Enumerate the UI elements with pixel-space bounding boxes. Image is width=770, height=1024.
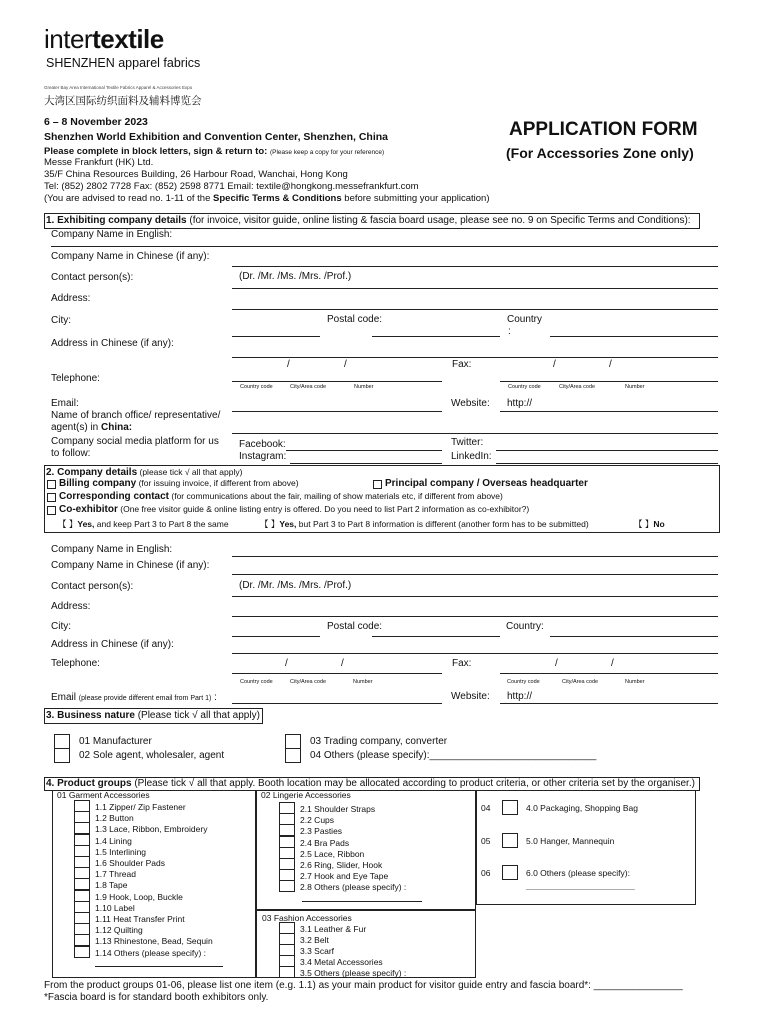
s2-title-options: (Dr. /Mr. /Ms. /Mrs. /Prof.)	[239, 580, 352, 591]
group-04-label: 4.0 Packaging, Shopping Bag	[526, 803, 639, 813]
billing-checkbox[interactable]	[47, 480, 56, 489]
g01_items-item-checkbox[interactable]	[74, 867, 90, 879]
section3-title: 3. Business nature (Please tick √ all that apply)	[46, 710, 260, 721]
g02_items-item-checkbox[interactable]	[279, 802, 295, 814]
s1-tel-field[interactable]	[232, 381, 442, 382]
s1-tel-slash-1: /	[287, 359, 290, 370]
g03_items-item-label: 3.1 Leather & Fur	[300, 924, 367, 934]
g03_items-item-checkbox[interactable]	[279, 966, 295, 978]
g01_items-item-checkbox[interactable]	[74, 845, 90, 857]
g01_items-item-label: 1.13 Rhinestone, Bead, Sequin	[95, 936, 213, 947]
return-instruction: Please complete in block letters, sign & return to: (Please keep a copy for your reference)	[44, 146, 385, 157]
s1-address-label: Address:	[51, 293, 91, 304]
g01_items-item-checkbox[interactable]	[74, 811, 90, 823]
logo-textile: textile	[92, 24, 164, 54]
s2-tel-country-code: Country code	[240, 679, 273, 685]
g02_items-item-label: 2.4 Bra Pads	[300, 837, 350, 848]
g01_items-item-checkbox[interactable]	[74, 901, 90, 913]
s2-email-field[interactable]	[232, 703, 442, 704]
g01_items-item-label: 1.1 Zipper/ Zip Fastener	[95, 802, 186, 812]
s1-postal-label: Postal code:	[327, 314, 383, 325]
s1-fax-slash-1: /	[553, 359, 556, 370]
g01_items-item-checkbox[interactable]	[74, 890, 90, 902]
g01_items-item-label: 1.10 Label	[95, 902, 135, 913]
s2-fax-slash-1: /	[555, 658, 558, 669]
g01_items-item-checkbox[interactable]	[74, 834, 90, 846]
g01_items-item-checkbox[interactable]	[74, 822, 90, 834]
s1-branch-label-2: agent(s) in China:	[51, 422, 133, 433]
terms-advice: (You are advised to read no. 1-11 of the Specific Terms & Conditions before submitting your application)	[44, 193, 490, 204]
g01_items-item-label: 1.2 Button	[95, 813, 134, 824]
s1-address-field[interactable]	[232, 309, 718, 310]
s2-fax-field[interactable]	[500, 673, 718, 674]
g01_items-item-checkbox[interactable]	[74, 856, 90, 868]
s2-name-cn-label: Company Name in Chinese (if any):	[51, 560, 210, 571]
g01_items-item-label: 1.7 Thread	[95, 869, 136, 880]
g02_items-item-checkbox[interactable]	[279, 836, 295, 848]
group-02-others-line[interactable]	[302, 901, 422, 902]
event-venue: Shenzhen World Exhibition and Convention Center, Shenzhen, China	[44, 131, 388, 143]
g02_items-item-label: 2.2 Cups	[300, 815, 335, 826]
s1-twitter-field[interactable]	[496, 450, 718, 451]
s1-fax-area-code: City/Area code	[559, 384, 596, 390]
group-04-checkbox[interactable]	[502, 800, 518, 815]
s1-instagram-label: Instagram:	[239, 451, 287, 462]
event-date: 6 – 8 November 2023	[44, 116, 148, 128]
s1-tel-area-code: City/Area code	[290, 384, 327, 390]
main-product-instruction: From the product groups 01-06, please list one item (e.g. 1.1) as your main product for visitor guide entry and fascia board*: ________________	[44, 980, 683, 991]
s1-fax-field[interactable]	[500, 381, 718, 382]
g01_items-item-label: 1.3 Lace, Ribbon, Embroidery	[95, 824, 208, 835]
group-05-label: 5.0 Hanger, Mannequin	[526, 836, 615, 846]
g02_items-item-label: 2.1 Shoulder Straps	[300, 804, 376, 814]
s2-website-http: http://	[507, 691, 533, 702]
s2-tel-slash-2: /	[341, 658, 344, 669]
s1-postal-field[interactable]	[372, 336, 500, 337]
s1-country-label: Country	[507, 314, 543, 325]
s1-city-field[interactable]	[232, 336, 320, 337]
s2-address-cn-label: Address in Chinese (if any):	[51, 639, 174, 650]
s2-tel-field[interactable]	[232, 673, 442, 674]
s2-fax-label: Fax:	[452, 658, 472, 669]
s1-name-en-field[interactable]	[51, 246, 718, 247]
g02_items-item-checkbox[interactable]	[279, 858, 295, 870]
logo-chinese: 大湾区国际纺织面料及辅料博览会	[44, 95, 202, 107]
g01_items-item-label: 1.14 Others (please specify) :	[95, 947, 207, 958]
s1-social-label-2: to follow:	[51, 448, 91, 459]
g02_items-item-label: 2.7 Hook and Eye Tape	[300, 871, 389, 882]
form-title: APPLICATION FORM	[509, 119, 698, 140]
nature-01-label: 01 Manufacturer	[79, 736, 152, 747]
s2-contact-field[interactable]	[232, 596, 718, 597]
s2-website-label: Website:	[451, 691, 490, 702]
g02_items-item-checkbox[interactable]	[279, 824, 295, 836]
s2-tel-number: Number	[353, 679, 373, 685]
section4-title: 4. Product groups (Please tick √ all that apply. Booth location may be allocated according to product criteria, or other criteria set by the organiser.)	[46, 778, 695, 789]
s1-linkedin-label: LinkedIn:	[451, 451, 492, 462]
s1-fax-number: Number	[625, 384, 645, 390]
s2-country-label: Country:	[506, 621, 544, 632]
g01_items-item-checkbox[interactable]	[74, 800, 90, 812]
s1-city-label: City:	[51, 315, 71, 326]
s1-branch-field[interactable]	[232, 433, 718, 434]
s1-name-cn-label: Company Name in Chinese (if any):	[51, 251, 210, 262]
s1-fax-slash-2: /	[609, 359, 612, 370]
s1-telephone-label: Telephone:	[51, 373, 100, 384]
s1-name-cn-field[interactable]	[232, 266, 718, 267]
g01_items-item-checkbox[interactable]	[74, 923, 90, 935]
billing-label: Billing company (for issuing invoice, if different from above)	[59, 478, 299, 489]
s2-city-label: City:	[51, 621, 71, 632]
s2-address-field[interactable]	[232, 616, 718, 617]
g03_items-item-label: 3.4 Metal Accessories	[300, 957, 383, 967]
principal-label: Principal company / Overseas headquarter	[385, 478, 588, 489]
s1-country-field[interactable]	[550, 336, 718, 337]
nature-03-checkbox[interactable]	[285, 734, 301, 749]
s1-linkedin-field[interactable]	[496, 463, 718, 464]
corresponding-label: Corresponding contact (for communications about the fair, mailing of show materials etc, if different from above)	[59, 491, 503, 502]
g03_items-item-label: 3.2 Belt	[300, 935, 329, 945]
group-05-checkbox[interactable]	[502, 833, 518, 848]
logo-subtitle: SHENZHEN apparel fabrics	[46, 56, 201, 70]
section1-title: 1. Exhibiting company details (for invoice, visitor guide, online listing & fascia board usage, please see no. 9 on Specific Terms and Conditions):	[46, 215, 691, 226]
coexhibitor-yes-same[interactable]: 【 】Yes, and keep Part 3 to Part 8 the same	[58, 519, 229, 529]
g02_items-item-label: 2.6 Ring, Slider, Hook	[300, 860, 383, 870]
s1-tel-country-code: Country code	[240, 384, 273, 390]
s2-tel-area-code: City/Area code	[290, 679, 327, 685]
g01_items-item-label: 1.5 Interlining	[95, 846, 147, 857]
g01_items-item-label: 1.9 Hook, Loop, Buckle	[95, 891, 183, 902]
s1-country-colon: :	[508, 326, 511, 337]
g03_items-item-label: 3.3 Scarf	[300, 946, 335, 956]
s2-postal-field[interactable]	[372, 636, 500, 637]
group-03-title: 03 Fashion Accessories	[262, 913, 352, 923]
nature-02-label: 02 Sole agent, wholesaler, agent	[79, 750, 225, 761]
s1-address-cn-label: Address in Chinese (if any):	[51, 338, 174, 349]
principal-checkbox[interactable]	[373, 480, 382, 489]
nature-03-label: 03 Trading company, converter	[310, 736, 448, 747]
g01_items-item-label: 1.6 Shoulder Pads	[95, 858, 165, 868]
s2-fax-slash-2: /	[611, 658, 614, 669]
s1-address-cn-field[interactable]	[232, 357, 718, 358]
g02_items-item-label: 2.5 Lace, Ribbon	[300, 848, 365, 859]
s1-title-options: (Dr. /Mr. /Ms. /Mrs. /Prof.)	[239, 271, 352, 282]
logo-tagline: Greater Bay Area International Textile Fabrics Apparel & Accessories Expo	[44, 85, 193, 90]
fascia-note: *Fascia board is for standard booth exhibitors only.	[44, 992, 269, 1003]
s1-tel-number: Number	[354, 384, 374, 390]
form-subtitle: (For Accessories Zone only)	[506, 145, 694, 161]
s2-address-label: Address:	[51, 601, 91, 612]
g01_items-item-label: 1.4 Lining	[95, 835, 132, 846]
s1-facebook-field[interactable]	[286, 450, 442, 451]
g01_items-item-label: 1.8 Tape	[95, 880, 128, 891]
group-06-label: 6.0 Others (please specify):	[526, 868, 630, 878]
s1-website-label: Website:	[451, 398, 490, 409]
logo-wordmark	[44, 24, 164, 55]
organiser-address: 35/F China Resources Building, 26 Harbour Road, Wanchai, Hong Kong	[44, 169, 348, 180]
s2-tel-slash-1: /	[285, 658, 288, 669]
coexhibitor-no[interactable]: 【 】No	[634, 519, 665, 529]
s2-fax-area-code: City/Area code	[562, 679, 599, 685]
s1-fax-label: Fax:	[452, 359, 472, 370]
s2-telephone-label: Telephone:	[51, 658, 100, 669]
g02_items-item-checkbox[interactable]	[279, 880, 295, 892]
organiser-name: Messe Frankfurt (HK) Ltd.	[44, 157, 154, 168]
s1-tel-slash-2: /	[344, 359, 347, 370]
s1-fax-country-code: Country code	[508, 384, 541, 390]
s1-email-label: Email:	[51, 398, 79, 409]
group-06-others-line[interactable]: _______________________	[526, 880, 635, 890]
group-01-title: 01 Garment Accessories	[57, 790, 150, 800]
g02_items-item-label: 2.8 Others (please specify) :	[300, 882, 407, 893]
s1-contact-field[interactable]	[232, 288, 718, 289]
nature-04-checkbox[interactable]	[285, 748, 301, 763]
group-05-number: 05	[481, 836, 491, 846]
coexhibitor-yes-different[interactable]: 【 】Yes, but Part 3 to Part 8 information is different (another form has to be submitted)	[260, 519, 589, 529]
s1-instagram-field[interactable]	[290, 463, 442, 464]
s2-fax-country-code: Country code	[507, 679, 540, 685]
s1-social-label-1: Company social media platform for us	[51, 436, 219, 447]
s2-country-field[interactable]	[550, 636, 718, 637]
s2-email-label: Email (please provide different email from Part 1) :	[51, 692, 217, 703]
s2-name-en-field[interactable]	[232, 556, 718, 557]
s1-twitter-label: Twitter:	[451, 437, 484, 448]
s2-name-cn-field[interactable]	[232, 574, 718, 575]
g01_items-item-checkbox[interactable]	[74, 912, 90, 924]
g02_items-item-checkbox[interactable]	[279, 869, 295, 881]
logo-inter: inter	[44, 24, 93, 54]
s2-postal-label: Postal code:	[327, 621, 383, 632]
s2-contact-label: Contact person(s):	[51, 581, 134, 592]
group-06-number: 06	[481, 868, 491, 878]
g01_items-item-checkbox[interactable]	[74, 934, 90, 946]
g02_items-item-label: 2.3 Pasties	[300, 826, 343, 837]
group-04-number: 04	[481, 803, 491, 813]
coexhibitor-checkbox[interactable]	[47, 506, 56, 515]
nature-02-checkbox[interactable]	[54, 748, 70, 763]
s2-website-field[interactable]	[500, 703, 718, 704]
organiser-contacts: Tel: (852) 2802 7728 Fax: (852) 2598 8771 Email: textile@hongkong.messefrankfurt.com	[44, 181, 419, 192]
s2-address-cn-field[interactable]	[232, 653, 718, 654]
g01_items-item-checkbox[interactable]	[74, 946, 90, 958]
corresponding-checkbox[interactable]	[47, 493, 56, 502]
g02_items-item-checkbox[interactable]	[279, 813, 295, 825]
g01_items-item-label: 1.11 Heat Transfer Print	[95, 914, 185, 924]
s1-branch-label-1: Name of branch office/ representative/	[51, 410, 221, 421]
s1-website-http: http://	[507, 398, 533, 409]
s1-website-field[interactable]	[500, 411, 718, 412]
s1-facebook-label: Facebook:	[239, 439, 286, 450]
g01_items-item-label: 1.12 Quilting	[95, 925, 143, 936]
nature-01-checkbox[interactable]	[54, 734, 70, 749]
s1-name-en-label: Company Name in English:	[51, 229, 173, 240]
s2-city-field[interactable]	[232, 636, 320, 637]
s1-email-field[interactable]	[232, 411, 442, 412]
nature-04-label: 04 Others (please specify):______________________________	[310, 750, 597, 761]
g01_items-item-checkbox[interactable]	[74, 878, 90, 890]
s2-fax-number: Number	[625, 679, 645, 685]
g02_items-item-checkbox[interactable]	[279, 847, 295, 859]
s1-contact-label: Contact person(s):	[51, 272, 134, 283]
section2-title: 2. Company details (please tick √ all that apply)	[46, 467, 243, 478]
s2-name-en-label: Company Name in English:	[51, 544, 173, 555]
g03_items-item-label: 3.5 Others (please specify) :	[300, 968, 407, 978]
group-06-checkbox[interactable]	[502, 865, 518, 880]
group-02-title: 02 Lingerie Accessories	[261, 790, 351, 800]
coexhibitor-label: Co-exhibitor (One free visitor guide & online listing entry is offered. Do you need to list Part 2 information as co-exhibitor?)	[59, 504, 530, 515]
group-01-others-line[interactable]	[95, 966, 223, 967]
